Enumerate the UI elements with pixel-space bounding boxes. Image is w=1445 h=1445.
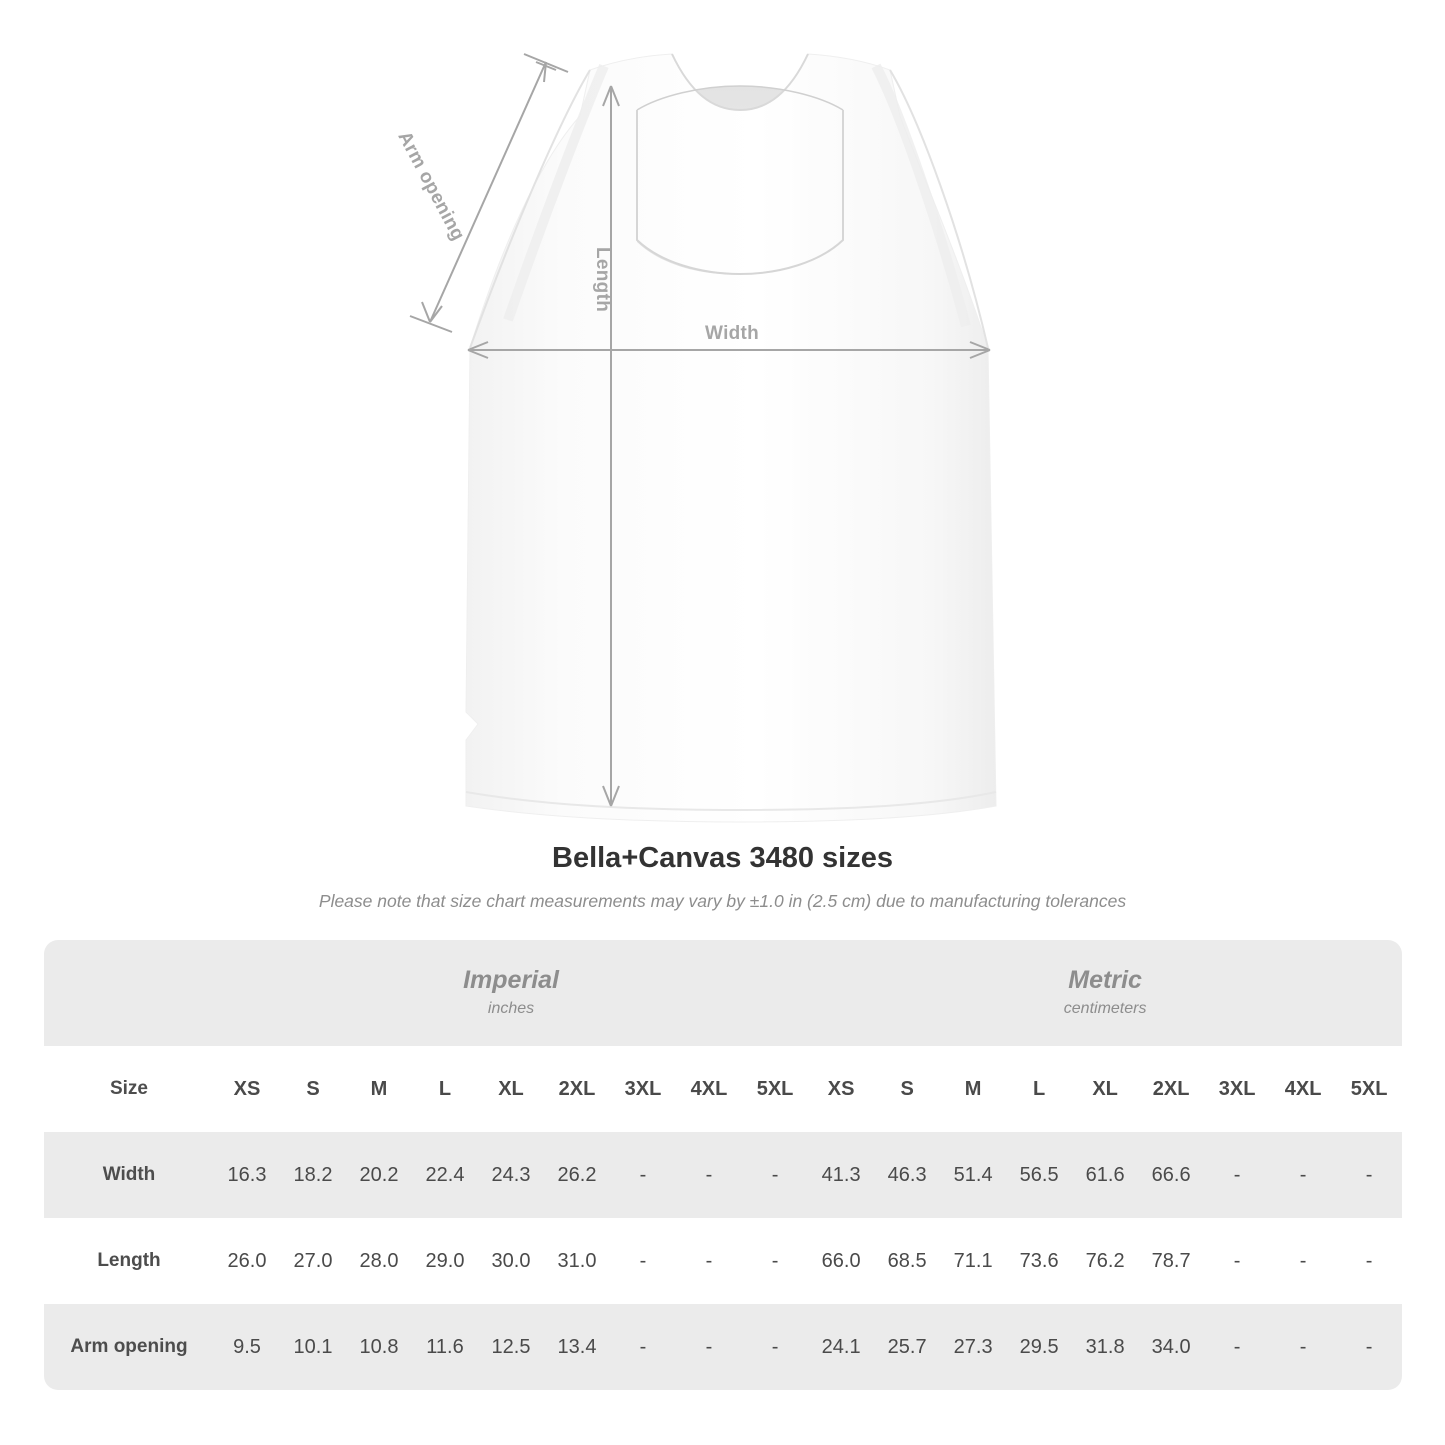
cell: -: [1270, 1132, 1336, 1218]
row-label: Width: [44, 1132, 214, 1218]
size-header-cell: 5XL: [742, 1046, 808, 1132]
cell: 31.0: [544, 1218, 610, 1304]
cell: 11.6: [412, 1304, 478, 1390]
size-header-row: [44, 1046, 1402, 1132]
size-header-cell: M: [346, 1046, 412, 1132]
cell: 27.3: [940, 1304, 1006, 1390]
row-label: Length: [44, 1218, 214, 1304]
cell: 73.6: [1006, 1218, 1072, 1304]
cell: -: [676, 1132, 742, 1218]
length-dimension-label: Length: [592, 247, 613, 313]
cell: 29.5: [1006, 1304, 1072, 1390]
size-header-cell: S: [280, 1046, 346, 1132]
cell: 10.8: [346, 1304, 412, 1390]
cell: 27.0: [280, 1218, 346, 1304]
cell: -: [742, 1218, 808, 1304]
size-header-cell: 4XL: [1270, 1046, 1336, 1132]
row-label: Arm opening: [44, 1304, 214, 1390]
size-header-cell: XL: [1072, 1046, 1138, 1132]
cell: 24.1: [808, 1304, 874, 1390]
cell: 22.4: [412, 1132, 478, 1218]
cell: -: [742, 1304, 808, 1390]
cell: -: [1336, 1132, 1402, 1218]
cell: -: [1204, 1304, 1270, 1390]
cell: 28.0: [346, 1218, 412, 1304]
size-header-cell: 2XL: [1138, 1046, 1204, 1132]
cell: 25.7: [874, 1304, 940, 1390]
cell: 16.3: [214, 1132, 280, 1218]
cell: 26.2: [544, 1132, 610, 1218]
cell: -: [676, 1218, 742, 1304]
cell: -: [1336, 1218, 1402, 1304]
cell: 46.3: [874, 1132, 940, 1218]
table-row: [44, 1304, 1402, 1390]
size-header-cell: M: [940, 1046, 1006, 1132]
cell: 13.4: [544, 1304, 610, 1390]
size-header-cell: XL: [478, 1046, 544, 1132]
cell: 78.7: [1138, 1218, 1204, 1304]
cell: 12.5: [478, 1304, 544, 1390]
cell: 41.3: [808, 1132, 874, 1218]
size-header-cell: XS: [214, 1046, 280, 1132]
size-header-label: Size: [44, 1046, 214, 1132]
cell: 71.1: [940, 1218, 1006, 1304]
unit-group-metric-name: Metric: [1068, 965, 1142, 994]
size-header-cell: 2XL: [544, 1046, 610, 1132]
cell: 56.5: [1006, 1132, 1072, 1218]
table-row: [44, 1218, 1402, 1304]
cell: -: [1336, 1304, 1402, 1390]
width-dimension-label: Width: [705, 323, 760, 344]
unit-header-row: [44, 940, 1402, 1046]
cell: 10.1: [280, 1304, 346, 1390]
cell: 66.6: [1138, 1132, 1204, 1218]
size-header-cell: L: [412, 1046, 478, 1132]
size-header-cell: S: [874, 1046, 940, 1132]
unit-header-corner: [44, 940, 214, 1046]
unit-group-imperial: [214, 940, 808, 1046]
cell: -: [610, 1132, 676, 1218]
cell: 29.0: [412, 1218, 478, 1304]
cell: -: [1270, 1304, 1336, 1390]
unit-group-metric: [808, 940, 1402, 1046]
unit-group-imperial-sub: inches: [487, 999, 535, 1017]
table-row: [44, 1132, 1402, 1218]
cell: 66.0: [808, 1218, 874, 1304]
title-block: [0, 842, 1445, 912]
cell: -: [610, 1304, 676, 1390]
cell: 51.4: [940, 1132, 1006, 1218]
cell: -: [1204, 1218, 1270, 1304]
unit-group-imperial-name: Imperial: [463, 965, 559, 994]
page-title: Bella+Canvas 3480 sizes: [552, 842, 893, 874]
size-header-cell: L: [1006, 1046, 1072, 1132]
cell: 9.5: [214, 1304, 280, 1390]
cell: 61.6: [1072, 1132, 1138, 1218]
arm-opening-dimension-label: Arm opening: [393, 128, 469, 245]
size-table-wrapper: [44, 940, 1401, 1390]
cell: 34.0: [1138, 1304, 1204, 1390]
cell: 24.3: [478, 1132, 544, 1218]
size-table: [44, 940, 1402, 1390]
size-header-cell: 3XL: [1204, 1046, 1270, 1132]
cell: 68.5: [874, 1218, 940, 1304]
cell: -: [610, 1218, 676, 1304]
cell: -: [1204, 1132, 1270, 1218]
size-header-cell: 3XL: [610, 1046, 676, 1132]
cell: 31.8: [1072, 1304, 1138, 1390]
cell: -: [1270, 1218, 1336, 1304]
cell: -: [742, 1132, 808, 1218]
size-header-cell: 5XL: [1336, 1046, 1402, 1132]
cell: 18.2: [280, 1132, 346, 1218]
tolerance-note: Please note that size chart measurements may vary by ±1.0 in (2.5 cm) due to manufacturing tolerances: [318, 891, 1127, 911]
cell: 76.2: [1072, 1218, 1138, 1304]
cell: 30.0: [478, 1218, 544, 1304]
cell: 20.2: [346, 1132, 412, 1218]
cell: 26.0: [214, 1218, 280, 1304]
unit-group-metric-sub: centimeters: [1063, 999, 1147, 1017]
cell: -: [676, 1304, 742, 1390]
size-header-cell: XS: [808, 1046, 874, 1132]
size-header-cell: 4XL: [676, 1046, 742, 1132]
